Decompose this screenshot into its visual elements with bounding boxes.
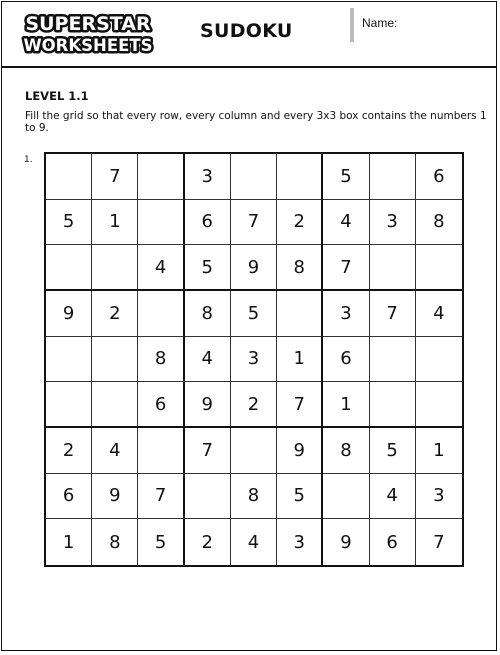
sudoku-cell: 1 bbox=[323, 382, 369, 428]
sudoku-cell: 5 bbox=[277, 474, 323, 520]
sudoku-cell[interactable] bbox=[92, 245, 138, 291]
sudoku-cell: 2 bbox=[277, 200, 323, 246]
sudoku-cell[interactable] bbox=[370, 245, 416, 291]
sudoku-cell[interactable] bbox=[46, 154, 92, 200]
sudoku-cell: 6 bbox=[323, 337, 369, 383]
sudoku-cell[interactable] bbox=[370, 154, 416, 200]
sudoku-cell[interactable] bbox=[92, 337, 138, 383]
sudoku-cell: 5 bbox=[138, 519, 184, 565]
sudoku-cell: 7 bbox=[138, 474, 184, 520]
sudoku-cell: 5 bbox=[323, 154, 369, 200]
sudoku-cell: 4 bbox=[92, 428, 138, 474]
sudoku-cell: 6 bbox=[138, 382, 184, 428]
sudoku-cell: 9 bbox=[46, 291, 92, 337]
sudoku-cell: 3 bbox=[277, 519, 323, 565]
sudoku-cell: 7 bbox=[231, 200, 277, 246]
name-field-label: Name: bbox=[362, 16, 398, 30]
sudoku-cell: 4 bbox=[231, 519, 277, 565]
sudoku-cell[interactable] bbox=[46, 337, 92, 383]
sudoku-cell[interactable] bbox=[277, 154, 323, 200]
sudoku-cell[interactable] bbox=[231, 154, 277, 200]
sudoku-cell: 5 bbox=[370, 428, 416, 474]
worksheet-page bbox=[1, 1, 497, 651]
sudoku-cell: 8 bbox=[416, 200, 462, 246]
sudoku-cell[interactable] bbox=[92, 382, 138, 428]
sudoku-cell[interactable] bbox=[370, 382, 416, 428]
sudoku-cell: 7 bbox=[323, 245, 369, 291]
sudoku-cell: 3 bbox=[231, 337, 277, 383]
sudoku-cell: 9 bbox=[323, 519, 369, 565]
sudoku-cell: 1 bbox=[92, 200, 138, 246]
sudoku-cell: 7 bbox=[433, 531, 445, 553]
sudoku-cell: 4 bbox=[416, 291, 462, 337]
sudoku-cell: 1 bbox=[416, 428, 462, 474]
sudoku-cell: 4 bbox=[138, 245, 184, 291]
sudoku-cell: 7 bbox=[92, 154, 138, 200]
sudoku-cell[interactable] bbox=[323, 474, 369, 520]
sudoku-cell: 6 bbox=[370, 519, 416, 565]
sudoku-cell: 4 bbox=[323, 200, 369, 246]
superstar-worksheets-logo bbox=[15, 11, 161, 55]
sudoku-cell[interactable] bbox=[370, 337, 416, 383]
sudoku-cell: 8 bbox=[185, 291, 231, 337]
sudoku-cell: 6 bbox=[185, 200, 231, 246]
level-heading: LEVEL 1.1 bbox=[25, 89, 89, 103]
sudoku-cell: 7 bbox=[370, 291, 416, 337]
sudoku-cell: 6 bbox=[46, 474, 92, 520]
sudoku-cell: 9 bbox=[185, 382, 231, 428]
sudoku-cell: 2 bbox=[231, 382, 277, 428]
sudoku-grid bbox=[44, 152, 464, 567]
sudoku-cell[interactable] bbox=[46, 245, 92, 291]
sudoku-cell: 8 bbox=[277, 245, 323, 291]
sudoku-cell: 3 bbox=[185, 154, 231, 200]
sudoku-cell: 5 bbox=[185, 245, 231, 291]
sudoku-cell[interactable] bbox=[416, 245, 462, 291]
sudoku-cell: 7 bbox=[185, 428, 231, 474]
sudoku-cell: 9 bbox=[231, 245, 277, 291]
sudoku-cell: 3 bbox=[323, 291, 369, 337]
sudoku-cell: 4 bbox=[370, 474, 416, 520]
sudoku-cell[interactable] bbox=[231, 428, 277, 474]
page-title: SUDOKU bbox=[200, 20, 293, 42]
logo-line-2: WORKSHEETS bbox=[23, 36, 153, 55]
sudoku-cell[interactable] bbox=[138, 154, 184, 200]
sudoku-cell: 4 bbox=[185, 337, 231, 383]
sudoku-cell[interactable] bbox=[277, 291, 323, 337]
sudoku-cell: 3 bbox=[416, 474, 462, 520]
sudoku-cell: 9 bbox=[92, 474, 138, 520]
sudoku-cell: 2 bbox=[46, 428, 92, 474]
sudoku-cell: 2 bbox=[92, 291, 138, 337]
instructions-text: Fill the grid so that every row, every column and every 3x3 box contains the numbers 1 to 9. bbox=[25, 110, 487, 134]
sudoku-cell: 5 bbox=[46, 200, 92, 246]
sudoku-cell: 3 bbox=[370, 200, 416, 246]
sudoku-cell: 8 bbox=[92, 519, 138, 565]
sudoku-cell[interactable] bbox=[138, 200, 184, 246]
sudoku-cell: 5 bbox=[231, 291, 277, 337]
puzzle-number: 1. bbox=[24, 155, 33, 165]
name-divider bbox=[350, 8, 354, 42]
sudoku-cell: 2 bbox=[185, 519, 231, 565]
sudoku-cell: 7 bbox=[277, 382, 323, 428]
sudoku-cell[interactable] bbox=[138, 428, 184, 474]
worksheet-header bbox=[2, 2, 496, 68]
sudoku-cell: 6 bbox=[416, 154, 462, 200]
sudoku-cell: 1 bbox=[277, 337, 323, 383]
sudoku-cell[interactable] bbox=[138, 291, 184, 337]
sudoku-cell: 9 bbox=[277, 428, 323, 474]
sudoku-cell[interactable] bbox=[46, 382, 92, 428]
sudoku-cell: 8 bbox=[231, 474, 277, 520]
logo-line-1: SUPERSTAR bbox=[25, 13, 151, 35]
sudoku-cell[interactable] bbox=[416, 337, 462, 383]
sudoku-cell: 1 bbox=[46, 519, 92, 565]
sudoku-cell[interactable] bbox=[416, 382, 462, 428]
sudoku-cell: 8 bbox=[323, 428, 369, 474]
sudoku-cell: 8 bbox=[138, 337, 184, 383]
sudoku-cell[interactable] bbox=[185, 474, 231, 520]
